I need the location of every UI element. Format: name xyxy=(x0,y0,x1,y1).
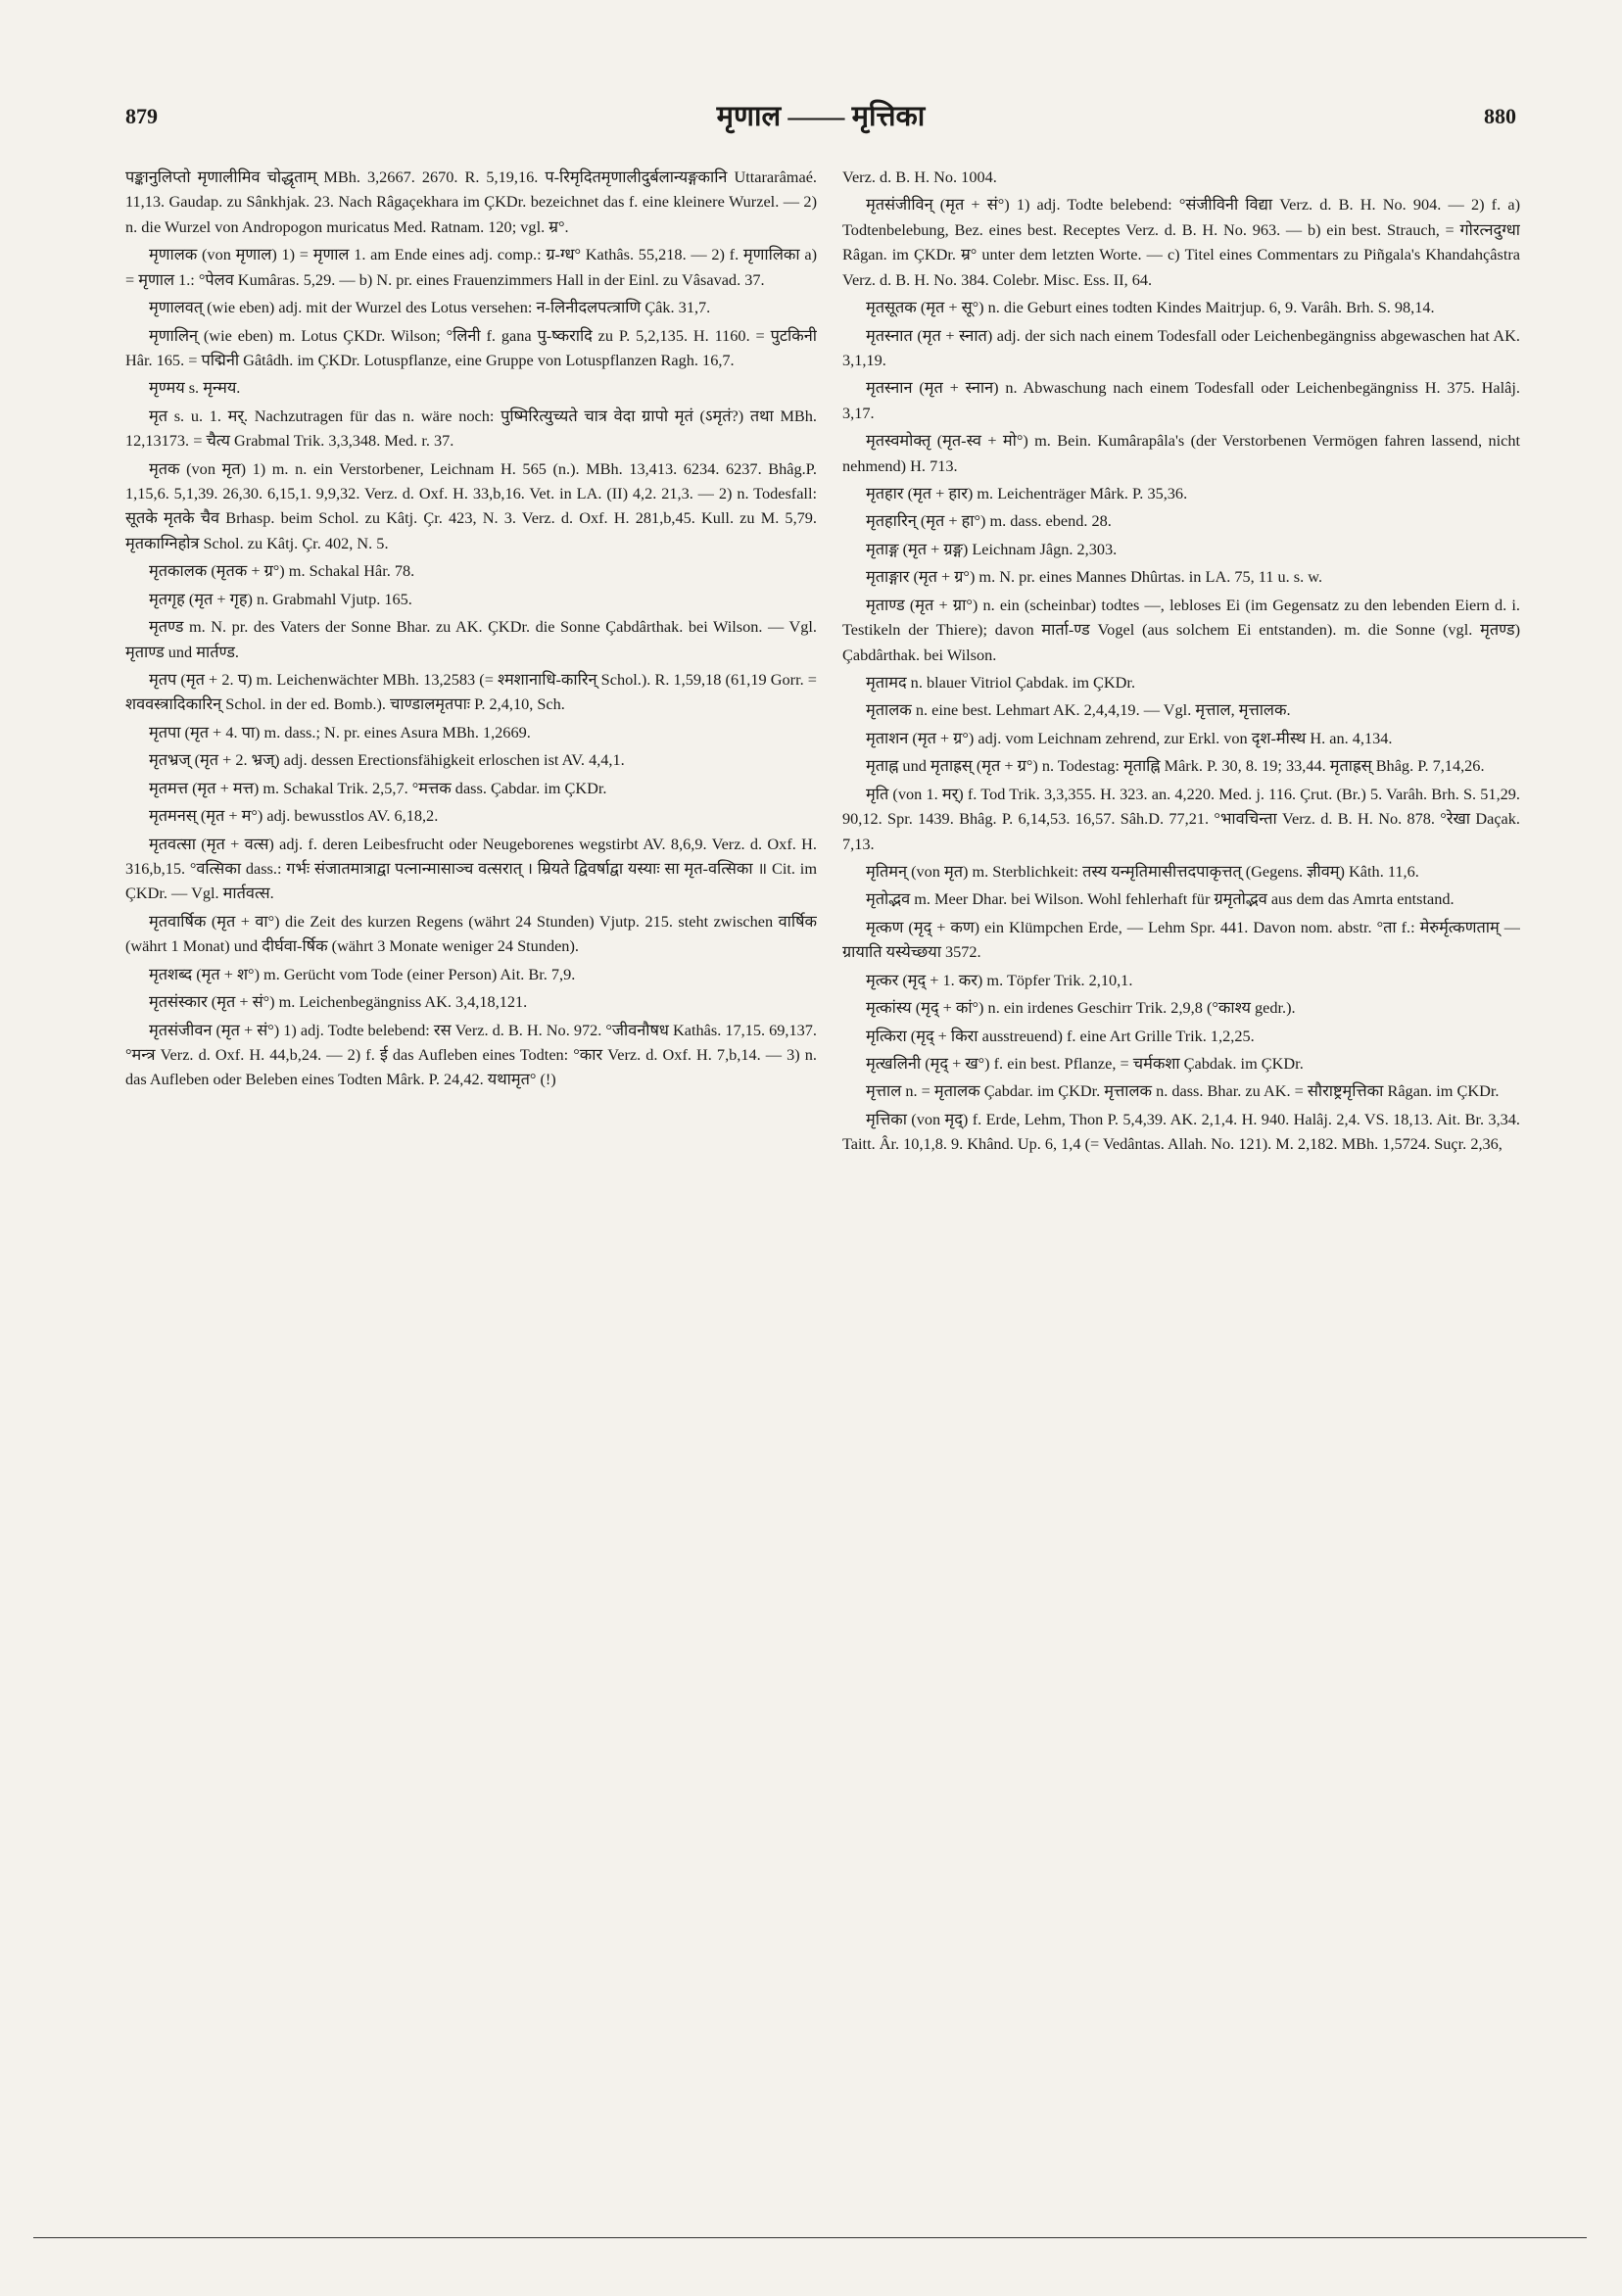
dictionary-entry: मृति (von 1. मर्) f. Tod Trik. 3,3,355. H. 323. an. 4,220. Med. j. 116. Çrut. (Br.) 5. Varâh. Brh. S. 51,29. 90,12. Spr. 1439. Bhâg. P. 6,14,53. 16,57. Sâh.D. 77,21. °भावचिन्ता Verz. d. B. H. No. 878. °रेखा Daçak. 7,13. xyxy=(842,784,1520,853)
dictionary-entry: मृतगृह (मृत + गृह) n. Grabmahl Vjutp. 165. xyxy=(149,589,412,608)
dictionary-entry: मृत्ताल n. = मृतालक Çabdar. im ÇKDr. मृत्तालक n. dass. Bhar. zu AK. = सौराष्ट्रमृत्तिका Râgan. im ÇKDr. xyxy=(866,1081,1500,1101)
dictionary-entry: मृत्किरा (मृद् + किरा ausstreuend) f. eine Art Grille Trik. 1,2,25. xyxy=(866,1026,1255,1045)
page-title: मृणाल —— मृत्तिका xyxy=(716,101,926,132)
dictionary-entry: मृतसंस्कार (मृत + सं°) m. Leichenbegängniss AK. 3,4,18,121. xyxy=(149,992,528,1012)
dictionary-entry: मृत s. u. 1. मर्. Nachzutragen für das n. wäre noch: पुष्मिरित्युच्यते चात्र वेदा ग्रापो मृतं (ऽमृतं?) तथा MBh. 12,13173. = चैत्य Grabmal Trik. 3,3,348. Med. r. 37. xyxy=(125,406,817,451)
dictionary-entry: मृतक (von मृत) 1) m. n. ein Verstorbener, Leichnam H. 565 (n.). MBh. 13,413. 6234. 6237. Bhâg.P. 1,15,6. 5,1,39. 26,30. 6,15,1. 9,9,32. Verz. d. Oxf. H. 33,b,16. Vet. in LA. (II) 4,2. 21,3. — 2) n. Todesfall: सूतके मृतके चैव Brhasp. beim Schol. zu Kâtj. Çr. 423, N. 3. Verz. d. Oxf. H. 281,b,45. Kull. zu M. 5,79. मृतकाग्निहोत्र Schol. zu Kâtj. Çr. 402, N. 5. xyxy=(125,458,817,552)
dictionary-entry: मृणालक (von मृणाल) 1) = मृणाल 1. am Ende eines adj. comp.: ग्र-ग्ध° Kathâs. 55,218. — 2) f. मृणालिका a) = मृणाल 1.: °पेलव Kumâras. 5,29. — b) N. pr. eines Frauenzimmers Hall in der Einl. zu Vâsavad. 37. xyxy=(125,245,817,289)
dictionary-entry: मृतमनस् (मृत + म°) adj. bewusstlos AV. 6,18,2. xyxy=(149,806,439,826)
dictionary-entry: मृतसूतक (मृत + सू°) n. die Geburt eines todten Kindes Maitrjup. 6, 9. Varâh. Brh. S. 98,14. xyxy=(866,298,1435,317)
dictionary-entry: मृतप (मृत + 2. प) m. Leichenwächter MBh. 13,2583 (= श्मशानाधि-कारिन् Schol.). R. 1,59,18 (61,19 Gorr. = शववस्त्रादिकारिन् Schol. in der ed. Bomb.). चाण्डालमृतपाः P. 2,4,10, Sch. xyxy=(125,670,817,714)
dictionary-entry: मृतवत्सा (मृत + वत्स) adj. f. deren Leibesfrucht oder Neugeborenes wegstirbt AV. 8,6,9. Verz. d. Oxf. H. 316,b,15. °वत्सिका dass.: गर्भः संजातमात्राद्वा पत्नान्मासाञ्च वत्सरात् । म्रियते द्विवर्षाद्वा यस्याः सा मृत-वत्सिका ॥ Cit. im ÇKDr. — Vgl. मार्तवत्स. xyxy=(125,834,817,903)
dictionary-entry: मृतसंजीविन् (मृत + सं°) 1) adj. Todte belebend: °संजीविनी विद्या Verz. d. B. H. No. 904. — 2) f. a) Todtenbelebung, Bez. eines best. Receptes Verz. d. B. H. No. 963. — b) ein best. Strauch, = गोरत्नदुग्धा Râgan. im ÇKDr. म्र° unter dem letzten Worte. — c) Titel eines Commentars zu Piñgala's Khandahçâstra Verz. d. B. H. No. 384. Colebr. Misc. Ess. II, 64. xyxy=(842,195,1520,289)
dictionary-entry: मृतभ्रज् (मृत + 2. भ्रज्) adj. dessen Erectionsfähigkeit erloschen ist AV. 4,4,1. xyxy=(149,750,625,770)
page-number-right: 880 xyxy=(1484,104,1516,128)
dictionary-entry: मृतसंजीवन (मृत + सं°) 1) adj. Todte belebend: रस Verz. d. B. H. No. 972. °जीवनौषध Kathâs. 17,15. 69,137. °मन्त्र Verz. d. Oxf. H. 44,b,24. — 2) f. ई das Aufleben eines Todten: °कार Verz. d. Oxf. H. 7,b,14. — 3) n. das Aufleben oder Beleben eines Todten Mârk. P. 24,42. यथामृत° (!) xyxy=(125,1020,817,1089)
dictionary-entry: Verz. d. B. H. No. 1004. xyxy=(842,167,997,186)
dictionary-entry: मृतहारिन् (मृत + हा°) m. dass. ebend. 28. xyxy=(866,511,1112,531)
dictionary-entry: मृतवार्षिक (मृत + वा°) die Zeit des kurzen Regens (währt 24 Stunden) Vjutp. 215. steht zwischen वार्षिक (währt 1 Monat) und दीर्घवा-र्षिक (währt 3 Monate weniger 24 Stunden). xyxy=(125,911,817,956)
dictionary-entry: मृतमत्त (मृत + मत्त) m. Schakal Trik. 2,5,7. °मत्तक dass. Çabdar. im ÇKDr. xyxy=(149,778,607,797)
dictionary-entry: पङ्कानुलिप्तो मृणालीमिव चोद्धृताम् MBh. 3,2667. 2670. R. 5,19,16. प-रिमृदितमृणालीदुर्बलान्यङ्गकानि Uttararâmaé. 11,13. Gaudap. zu Sânkhjak. 23. Nach Râgaçekhara im ÇKDr. bezeichnet das f. eine kleinere Wurzel. — 2) n. die Wurzel von Andropogon muricatus Med. Ratnam. 120; vgl. म्र°. xyxy=(125,167,817,236)
dictionary-entry: मृताह्न und मृताह्रस् (मृत + ग्र°) n. Todestag: मृताह्नि Mârk. P. 30, 8. 19; 33,44. मृताह्रस् Bhâg. P. 7,14,26. xyxy=(866,756,1485,776)
dictionary-entry: मृतस्नान (मृत + स्नान) n. Abwaschung nach einem Todesfall oder Leichenbegängniss H. 375. Halâj. 3,17. xyxy=(842,378,1520,422)
dictionary-entry: मृतस्नात (मृत + स्नात) adj. der sich nach einem Todesfall oder Leichenbegängniss abgewaschen hat AK. 3,1,19. xyxy=(842,325,1520,369)
dictionary-entry: मृतोद्भव m. Meer Dhar. bei Wilson. Wohl fehlerhaft für ग्रमृतोद्भव aus dem das Amrta entstand. xyxy=(866,889,1455,909)
dictionary-entry: मृताङ्गार (मृत + ग्र°) m. N. pr. eines Mannes Dhûrtas. in LA. 75, 11 u. s. w. xyxy=(866,567,1323,587)
footer-rule xyxy=(33,2237,1587,2238)
dictionary-entry: मृतकालक (मृतक + ग्र°) m. Schakal Hâr. 78. xyxy=(149,561,415,581)
page-header xyxy=(125,96,1516,145)
dictionary-entry: मृतपा (मृत + 4. पा) m. dass.; N. pr. eines Asura MBh. 1,2669. xyxy=(149,722,531,741)
dictionary-entry: मृताशन (मृत + ग्र°) adj. vom Leichnam zehrend, zur Erkl. von दृश-मीस्थ H. an. 4,134. xyxy=(866,728,1393,747)
dictionary-entry: मृत्कर (मृद् + 1. कर) m. Töpfer Trik. 2,10,1. xyxy=(866,970,1133,989)
dictionary-entry: मृणालवत् (wie eben) adj. mit der Wurzel des Lotus versehen: न-लिनीदलपत्त्राणि Çâk. 31,7. xyxy=(149,298,711,317)
dictionary-entry: मृत्कण (मृद् + कण) ein Klümpchen Erde, — Lehm Spr. 441. Davon nom. abstr. °ता f.: मेरुर्मृत्कणताम् — ग्रायाति यस्येच्छया 3572. xyxy=(842,917,1520,962)
dictionary-entry: मृतालक n. eine best. Lehmart AK. 2,4,4,19. — Vgl. मृत्ताल, मृत्तालक. xyxy=(866,700,1291,720)
dictionary-entry: मृत्तिका (von मृद्) f. Erde, Lehm, Thon P. 5,4,39. AK. 2,1,4. H. 940. Halâj. 2,4. VS. 18,13. Ait. Br. 3,34. Taitt. Âr. 10,1,8. 9. Khând. Up. 6, 1,4 (= Vedântas. Allah. No. 121). M. 2,182. MBh. 1,5724. Suçr. 2,36, xyxy=(842,1109,1520,1154)
dictionary-entry: मृण्मय s. मृन्मय. xyxy=(149,378,241,398)
page-number-left: 879 xyxy=(125,104,158,128)
dictionary-entry: मृताङ्ग (मृत + ग्रङ्ग) Leichnam Jâgn. 2,303. xyxy=(866,539,1118,558)
dictionary-entry: मृतामद n. blauer Vitriol Çabdak. im ÇKDr. xyxy=(866,673,1136,693)
dictionary-entry: मृत्कांस्य (मृद् + कां°) n. ein irdenes Geschirr Trik. 2,9,8 (°काश्य gedr.). xyxy=(866,998,1296,1018)
dictionary-entry: मृतण्ड m. N. pr. des Vaters der Sonne Bhar. zu AK. ÇKDr. die Sonne Çabdârthak. bei Wilson. — Vgl. मृताण्ड und मार्तण्ड. xyxy=(125,617,817,661)
dictionary-entry: मृतहार (मृत + हार) m. Leichenträger Mârk. P. 35,36. xyxy=(866,484,1188,503)
dictionary-entry: मृणालिन् (wie eben) m. Lotus ÇKDr. Wilson; °लिनी f. gana पु-ष्करादि zu P. 5,2,135. H. 1160. = पुटकिनी Hâr. 165. = पद्मिनी Gâtâdh. im ÇKDr. Lotuspflanze, eine Gruppe von Lotuspflanzen Ragh. 16,7. xyxy=(125,325,817,369)
dictionary-entry: मृत्खलिनी (मृद् + ख°) f. ein best. Pflanze, = चर्मकशा Çabdak. im ÇKDr. xyxy=(866,1053,1304,1073)
dictionary-entry: मृताण्ड (मृत + ग्रा°) n. ein (scheinbar) todtes —, lebloses Ei (im Gegensatz zu den lebenden Eiern d. i. Testikeln der Thiere); davon मार्ता-ण्ड Vogel (aus solchem Ei entstanden). m. die Sonne (vgl. मृतण्ड) Çabdârthak. bei Wilson. xyxy=(842,595,1520,664)
left-column xyxy=(125,165,817,2212)
dictionary-entry: मृतिमन् (von मृत) m. Sterblichkeit: तस्य यन्मृतिमासीत्तदपाकृत्तत् (Gegens. ज्ञीवम्) Kâth. 11,6. xyxy=(866,861,1419,881)
right-column xyxy=(842,165,1520,2212)
dictionary-entry: मृतशब्द (मृत + श°) m. Gerücht vom Tode (einer Person) Ait. Br. 7,9. xyxy=(149,964,576,983)
dictionary-entry: मृतस्वमोक्तृ (मृत-स्व + मो°) m. Bein. Kumârapâla's (der Verstorbenen Vermögen fahren lassend, nicht nehmend) H. 713. xyxy=(842,431,1520,475)
